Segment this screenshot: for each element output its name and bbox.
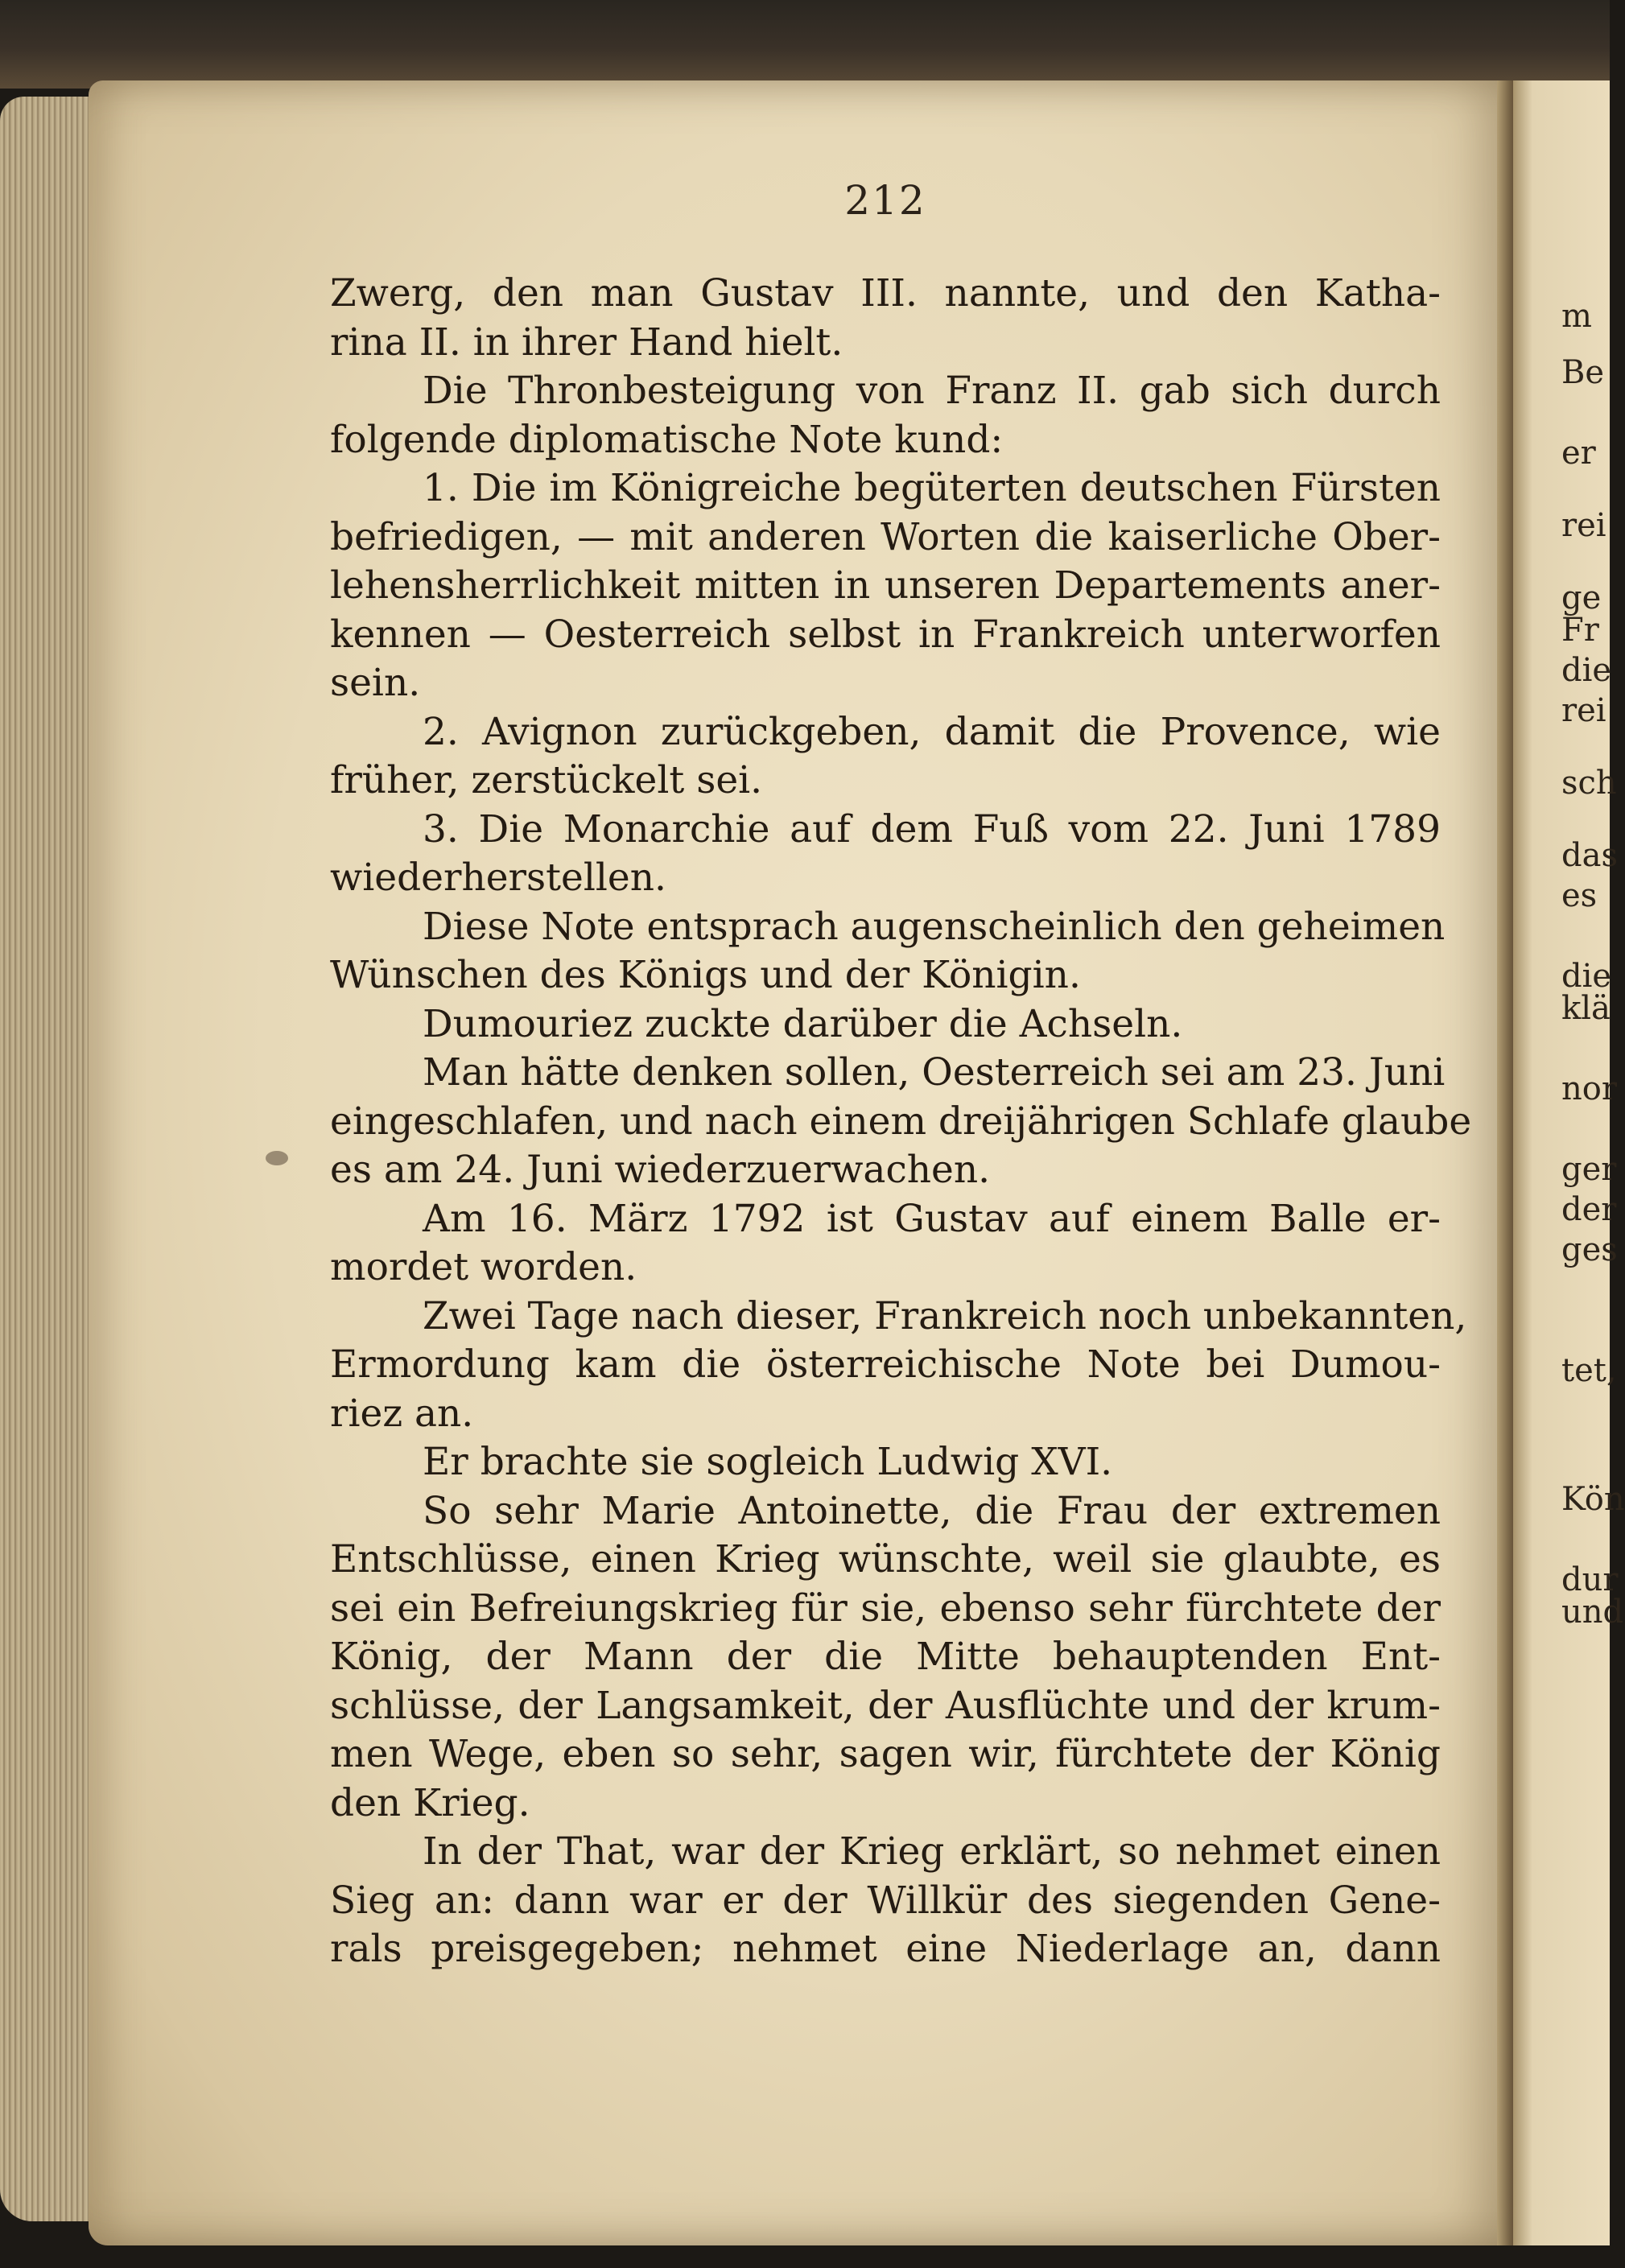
text-line: früher, zerstückelt sei. bbox=[330, 758, 763, 802]
next-page-fragment: rei bbox=[1561, 507, 1606, 544]
text-line: Dumouriez zuckte darüber die Achseln. bbox=[423, 1001, 1183, 1046]
next-page-fragment: tet, bbox=[1561, 1352, 1617, 1389]
next-page-fragment: Fr bbox=[1561, 612, 1599, 649]
text-line: Ermordung kam die österreichische Note bei Dumou- bbox=[330, 1342, 1441, 1387]
next-page-fragment: er bbox=[1561, 435, 1596, 472]
text-line: sei ein Befreiungskrieg für sie, ebenso sehr fürchtete der bbox=[330, 1586, 1441, 1631]
next-page-fragment: nor bbox=[1561, 1070, 1617, 1107]
text-line: Er brachte sie sogleich Ludwig XVI. bbox=[423, 1440, 1113, 1484]
next-page-fragment: Kön bbox=[1561, 1481, 1625, 1518]
text-line: folgende diplomatische Note kund: bbox=[330, 417, 1004, 462]
next-page-fragment: die bbox=[1561, 652, 1612, 689]
next-page-fragment: sch bbox=[1561, 765, 1617, 802]
next-page-fragment: der bbox=[1561, 1191, 1617, 1228]
text-line: rina II. in ihrer Hand hielt. bbox=[330, 320, 843, 365]
text-line: Entschlüsse, einen Krieg wünschte, weil sie glaubte, es bbox=[330, 1537, 1441, 1581]
text-line: König, der Mann der die Mitte behauptenden Ent- bbox=[330, 1635, 1441, 1679]
next-page-fragment: ges bbox=[1561, 1231, 1618, 1268]
text-line: 3. Die Monarchie auf dem Fuß vom 22. Juni 1789 bbox=[423, 806, 1441, 852]
next-page-fragment: dur bbox=[1561, 1561, 1619, 1598]
text-line: men Wege, eben so sehr, sagen wir, fürchtete der König bbox=[330, 1732, 1441, 1776]
text-line: riez an. bbox=[330, 1391, 474, 1436]
next-page-fragment: Be bbox=[1561, 354, 1605, 391]
text-line: Am 16. März 1792 ist Gustav auf einem Balle er- bbox=[423, 1196, 1441, 1241]
next-page-fragment: klä bbox=[1561, 990, 1611, 1027]
text-line: wiederherstellen. bbox=[330, 856, 666, 900]
text-line: 1. Die im Königreiche begüterten deutschen Fürsten bbox=[423, 466, 1441, 510]
text-line: kennen — Oesterreich selbst in Frankreich unterworfen bbox=[330, 612, 1441, 657]
body-text bbox=[330, 270, 1472, 1974]
text-line: es am 24. Juni wiederzuerwachen. bbox=[330, 1148, 991, 1192]
text-line: schlüsse, der Langsamkeit, der Ausflüchte und der krum- bbox=[330, 1683, 1441, 1728]
text-line: In der That, war der Krieg erklärt, so nehmet einen bbox=[423, 1829, 1441, 1874]
text-line: Die Thronbesteigung von Franz II. gab sich durch bbox=[423, 369, 1441, 413]
next-page-fragment: es bbox=[1561, 877, 1598, 914]
text-line: rals preisgegeben; nehmet eine Niederlage an, dann bbox=[330, 1927, 1441, 1971]
text-line: sein. bbox=[330, 661, 421, 705]
right-page-edge bbox=[1513, 80, 1625, 2245]
next-page-fragment: ger bbox=[1561, 1151, 1617, 1188]
ink-mark bbox=[266, 1151, 288, 1165]
text-line: Diese Note entsprach augenscheinlich den geheimen bbox=[423, 904, 1446, 949]
text-line: befriedigen, — mit anderen Worten die kaiserliche Ober- bbox=[330, 514, 1441, 559]
book-top-edge bbox=[0, 0, 1610, 89]
next-page-fragment: ge bbox=[1561, 579, 1602, 616]
next-page-fragment: rei bbox=[1561, 692, 1606, 729]
page-number: 212 bbox=[844, 177, 926, 224]
text-line: Zwei Tage nach dieser, Frankreich noch unbekannten, bbox=[423, 1293, 1467, 1338]
next-page-fragment: die bbox=[1561, 958, 1612, 995]
text-line: 2. Avignon zurückgeben, damit die Provence, wie bbox=[423, 709, 1441, 754]
text-line: eingeschlafen, und nach einem dreijährigen Schlafe glaube bbox=[330, 1099, 1472, 1144]
text-line: Wünschen des Königs und der Königin. bbox=[330, 953, 1081, 997]
text-line: Sieg an: dann war er der Willkür des siegenden Gene- bbox=[330, 1878, 1441, 1923]
next-page-fragment: das bbox=[1561, 837, 1618, 874]
next-page-fragment: und bbox=[1561, 1594, 1624, 1631]
text-line: den Krieg. bbox=[330, 1780, 530, 1825]
text-line: Man hätte denken sollen, Oesterreich sei am 23. Juni bbox=[423, 1050, 1446, 1095]
next-page-fragment: m bbox=[1561, 298, 1592, 335]
text-line: lehensherrlichkeit mitten in unseren Departements aner- bbox=[330, 563, 1441, 608]
text-line: mordet worden. bbox=[330, 1245, 637, 1289]
text-line: Zwerg, den man Gustav III. nannte, und den Katha- bbox=[330, 271, 1441, 315]
text-line: So sehr Marie Antoinette, die Frau der extremen bbox=[423, 1488, 1441, 1533]
